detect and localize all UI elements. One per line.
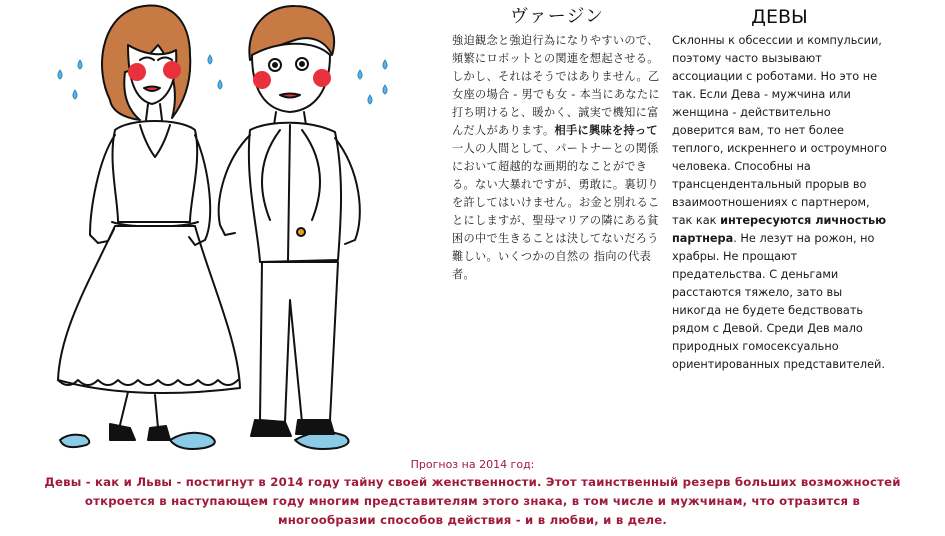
russian-text-part2: . Не лезут на рожон, но храбры. Не прощают предательства. С деньгами расстаются тяжело, зато вы никогда не будете бедствовать рядом с Девой. Среди Дев мало природных гомосексуально ориентированных представителей. <box>672 232 885 371</box>
japanese-title: ヴァージン <box>509 6 604 27</box>
russian-title: ДЕВЫ <box>751 6 808 28</box>
japanese-text <box>452 32 662 284</box>
woman-skirt <box>58 226 240 393</box>
japanese-column <box>452 4 662 284</box>
japanese-text-bold: 相手に興味を持って <box>554 124 658 137</box>
russian-text <box>672 32 887 374</box>
virgo-couple-illustration <box>40 0 435 455</box>
woman-bodice <box>113 121 198 222</box>
japanese-text-part2: 一人の人間として、パートナーとの関係において超越的な画期的なことができる。ない大暴れですが、勇敢に。裏切りを許してはいけません。お金と別れることにしますが、聖母マリアの隣にある貧困の中で生きることは決してないだろう難しい。いくつかの自然の 指向の代表者。 <box>452 142 660 281</box>
forecast-section <box>0 458 945 530</box>
russian-text-bold: интересуются личностью партнера <box>672 214 887 245</box>
russian-text-part1: Склонны к обсессии и компульсии, поэтому часто вызывают ассоциации с роботами. Но это не так. Если Дева - мужчина или женщина - действительно доверится вам, то нет более теплого, искреннего и остроумного человека. Способны на трансцендентальный прорыв во взаимоотношениях с партнером, так как <box>672 34 887 227</box>
man-trousers <box>260 262 338 422</box>
russian-column <box>672 4 887 374</box>
forecast-text: Девы - как и Львы - постигнут в 2014 году тайну своей женственности. Этот таинственный резерв больших возможностей откроется в наступающем году многим представителям этого знака, в том числе и мужчинам, что отразится в многообразии способов действия - и в любви, и в деле. <box>44 475 901 527</box>
japanese-text-part1: 強迫観念と強迫行為になりやすいので、頻繁にロボットとの関連を想起させる。しかし、それはそうではありません。乙女座の場合 - 男でも女 - 本当にあなたに打ち明けると、暖かく、誠実で機知に富んだ人があります。 <box>452 34 660 137</box>
forecast-label: Прогноз на 2014 год: <box>410 458 535 471</box>
